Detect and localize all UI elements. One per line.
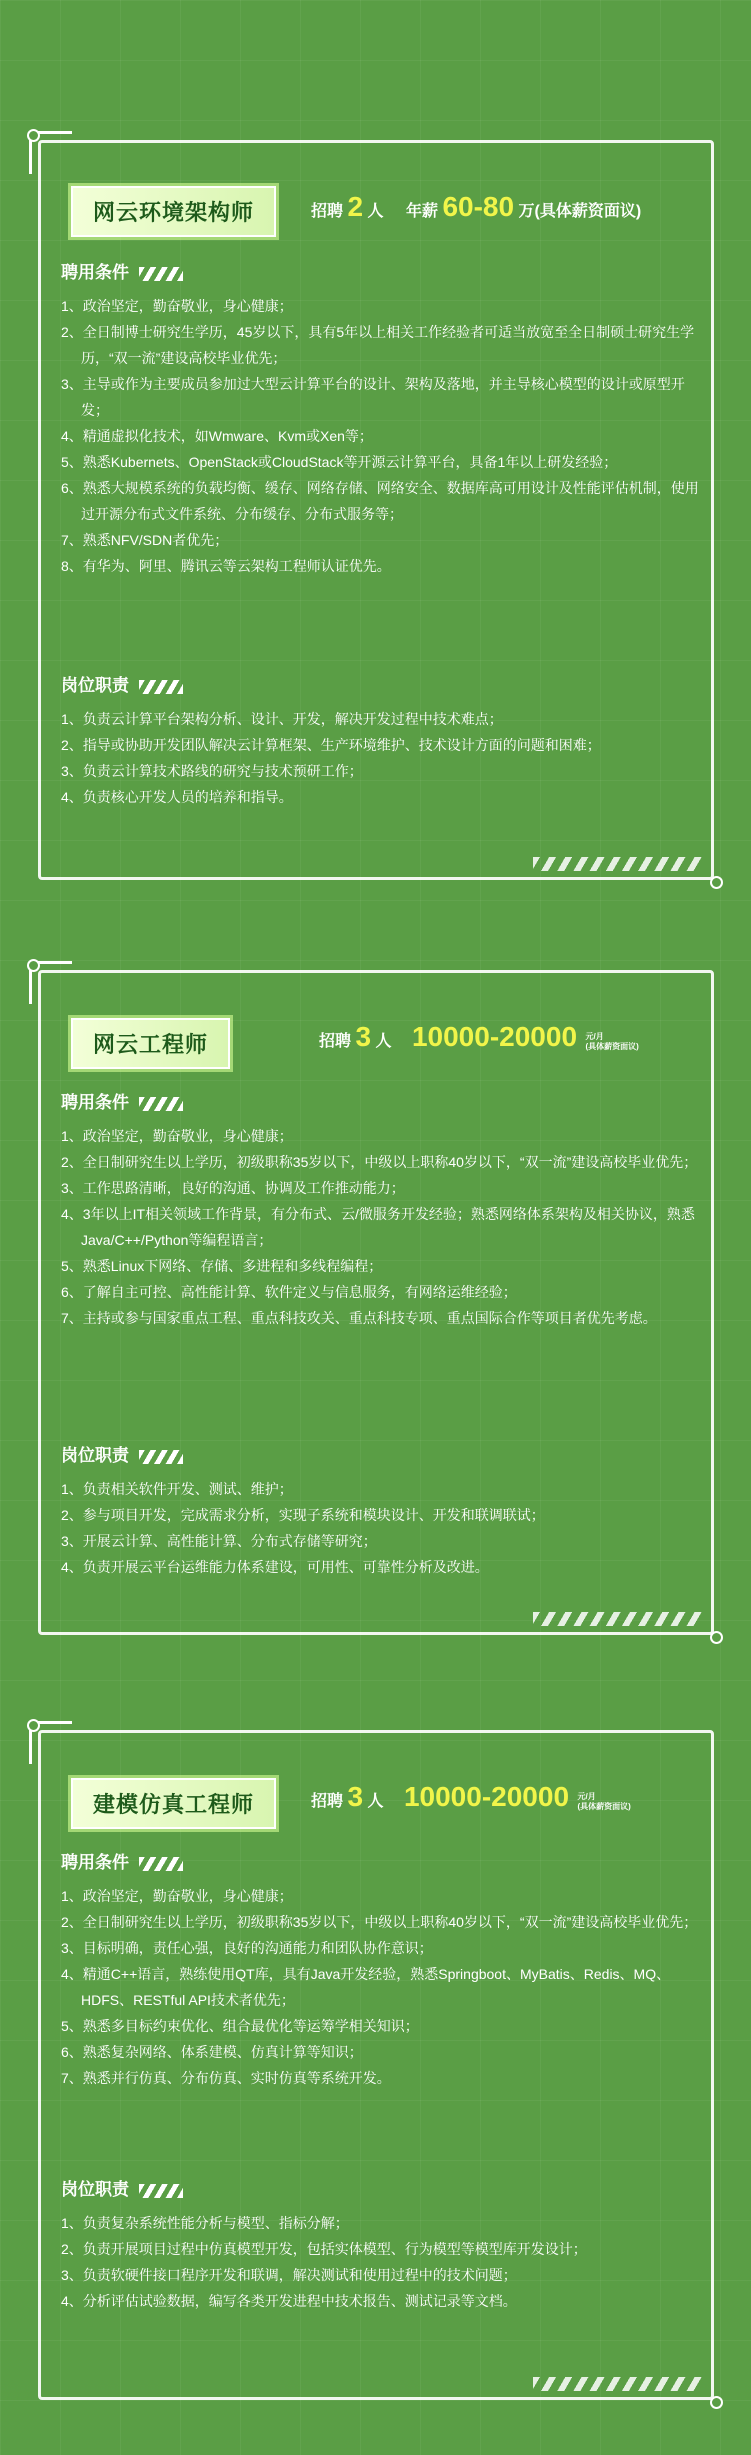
requirements-list <box>61 1883 701 2091</box>
slash-decoration <box>139 1450 183 1464</box>
slash-decoration <box>139 1097 183 1111</box>
list-item: 2、全日制博士研究生学历，45岁以下，具有5年以上相关工作经验者可适当放宽至全日制硕士研究生学历，“双一流”建设高校毕业优先； <box>61 324 695 366</box>
list-item: 3、负责软硬件接口程序开发和联调，解决测试和使用过程中的技术问题； <box>61 2267 517 2283</box>
list-item: 3、目标明确，责任心强，良好的沟通能力和团队协作意识； <box>61 1940 433 1956</box>
duties-title: 岗位职责 <box>61 2180 129 2199</box>
salary-note <box>577 1792 630 1812</box>
duties-title: 岗位职责 <box>61 676 129 695</box>
recruit-label: 招聘 <box>311 1793 344 1810</box>
duties-title: 岗位职责 <box>61 1446 129 1465</box>
list-item: 2、指导或协助开发团队解决云计算框架、生产环境维护、技术设计方面的问题和困难； <box>61 737 601 753</box>
list-item: 2、全日制研究生以上学历，初级职称35岁以下，中级以上职称40岁以下，“双一流”建设高校毕业优先； <box>61 1154 698 1170</box>
salary-value: 60-80 <box>442 191 515 222</box>
recruit-label: 招聘 <box>319 1033 352 1050</box>
corner-dot-top <box>27 129 40 142</box>
corner-dot-top <box>27 1719 40 1732</box>
recruit-count: 3 <box>355 1021 372 1052</box>
list-item: 2、参与项目开发，完成需求分析，实现子系统和模块设计、开发和联调联试； <box>61 1507 545 1523</box>
stripe-decoration <box>533 2377 703 2391</box>
slash-decoration <box>139 1857 183 1871</box>
stripe-decoration <box>533 1612 703 1626</box>
list-item: 7、熟悉NFV/SDN者优先； <box>61 532 229 548</box>
list-item: 3、负责云计算技术路线的研究与技术预研工作； <box>61 763 363 779</box>
recruit-unit: 人 <box>375 1033 392 1050</box>
requirements-list <box>61 293 701 579</box>
corner-dot-bottom <box>710 876 723 889</box>
recruit-count: 3 <box>347 1781 364 1812</box>
list-item: 5、熟悉Kubernets、OpenStack或CloudStack等开源云计算平台，具备1年以上研发经验； <box>61 454 618 470</box>
salary-note <box>585 1032 638 1052</box>
recruit-label: 招聘 <box>311 203 344 220</box>
list-item: 3、开展云计算、高性能计算、分布式存储等研究； <box>61 1533 377 1549</box>
job-title: 网云环境架构师 <box>71 186 276 237</box>
salary-unit: 万(具体薪资面议) <box>518 203 642 220</box>
list-item: 6、熟悉大规模系统的负载均衡、缓存、网络存储、网络安全、数据库高可用设计及性能评估机制，使用过开源分布式文件系统、分布缓存、分布式服务等； <box>61 480 699 522</box>
corner-dot-top <box>27 959 40 972</box>
list-item: 4、3年以上IT相关领域工作背景，有分布式、云/微服务开发经验；熟悉网络体系架构及相关协议，熟悉Java/C++/Python等编程语言； <box>61 1206 695 1248</box>
requirements-title: 聘用条件 <box>61 1853 129 1872</box>
salary-unit-top: 元/月 <box>577 1791 596 1801</box>
list-item: 4、精通虚拟化技术，如Wmware、Kvm或Xen等； <box>61 428 373 444</box>
list-item: 6、了解自主可控、高性能计算、软件定义与信息服务，有网络运维经验； <box>61 1284 517 1300</box>
recruit-info <box>311 1781 631 1813</box>
duties-list <box>61 1476 701 1580</box>
list-item: 2、全日制研究生以上学历，初级职称35岁以下，中级以上职称40岁以下，“双一流”建设高校毕业优先； <box>61 1914 698 1930</box>
recruit-unit: 人 <box>367 203 384 220</box>
corner-dot-bottom <box>710 1631 723 1644</box>
list-item: 6、熟悉复杂网络、体系建模、仿真计算等知识； <box>61 2044 363 2060</box>
requirements-heading <box>61 258 183 283</box>
requirements-title: 聘用条件 <box>61 1093 129 1112</box>
recruit-count: 2 <box>347 191 364 222</box>
list-item: 7、熟悉并行仿真、分布仿真、实时仿真等系统开发。 <box>61 2070 391 2086</box>
salary-value: 10000-20000 <box>411 1021 578 1052</box>
duties-list <box>61 706 701 810</box>
list-item: 3、主导或作为主要成员参加过大型云计算平台的设计、架构及落地，并主导核心模型的设计或原型开发； <box>61 376 685 418</box>
salary-unit-bottom: (具体薪资面议) <box>577 1801 631 1811</box>
job-card-cloud-architect <box>38 140 714 880</box>
recruit-unit: 人 <box>367 1793 384 1810</box>
duties-heading <box>61 2175 183 2200</box>
requirements-heading <box>61 1088 183 1113</box>
duties-list <box>61 2210 701 2314</box>
list-item: 1、负责复杂系统性能分析与模型、指标分解； <box>61 2215 349 2231</box>
requirements-title: 聘用条件 <box>61 263 129 282</box>
recruit-info <box>311 191 641 223</box>
job-title: 网云工程师 <box>71 1018 230 1069</box>
job-title: 建模仿真工程师 <box>71 1778 276 1829</box>
stripe-decoration <box>533 857 703 871</box>
slash-decoration <box>139 2184 183 2198</box>
list-item: 5、熟悉多目标约束优化、组合最优化等运筹学相关知识； <box>61 2018 419 2034</box>
list-item: 5、熟悉Linux下网络、存储、多进程和多线程编程； <box>61 1258 383 1274</box>
recruit-info <box>319 1021 639 1053</box>
slash-decoration <box>139 680 183 694</box>
requirements-heading <box>61 1848 183 1873</box>
list-item: 4、精通C++语言，熟练使用QT库，具有Java开发经验，熟悉Springboot、MyBatis、Redis、MQ、HDFS、RESTful API技术者优先； <box>61 1966 671 2008</box>
salary-value: 10000-20000 <box>403 1781 570 1812</box>
list-item: 8、有华为、阿里、腾讯云等云架构工程师认证优先。 <box>61 558 391 574</box>
list-item: 1、政治坚定，勤奋敬业，身心健康； <box>61 298 293 314</box>
corner-dot-bottom <box>710 2396 723 2409</box>
requirements-list <box>61 1123 701 1331</box>
list-item: 4、负责核心开发人员的培养和指导。 <box>61 789 293 805</box>
salary-unit-bottom: (具体薪资面议) <box>585 1041 639 1051</box>
duties-heading <box>61 671 183 696</box>
list-item: 2、负责开展项目过程中仿真模型开发，包括实体模型、行为模型等模型库开发设计； <box>61 2241 587 2257</box>
salary-label: 年薪 <box>405 203 438 220</box>
list-item: 7、主持或参与国家重点工程、重点科技攻关、重点科技专项、重点国际合作等项目者优先考虑。 <box>61 1310 657 1326</box>
list-item: 1、负责相关软件开发、测试、维护； <box>61 1481 293 1497</box>
list-item: 3、工作思路清晰，良好的沟通、协调及工作推动能力； <box>61 1180 405 1196</box>
job-card-cloud-engineer <box>38 970 714 1635</box>
list-item: 4、负责开展云平台运维能力体系建设，可用性、可靠性分析及改进。 <box>61 1559 489 1575</box>
salary-unit-top: 元/月 <box>585 1031 604 1041</box>
list-item: 1、政治坚定，勤奋敬业，身心健康； <box>61 1888 293 1904</box>
job-card-simulation-engineer <box>38 1730 714 2400</box>
duties-heading <box>61 1441 183 1466</box>
slash-decoration <box>139 267 183 281</box>
list-item: 4、分析评估试验数据，编写各类开发进程中技术报告、测试记录等文档。 <box>61 2293 517 2309</box>
list-item: 1、政治坚定，勤奋敬业，身心健康； <box>61 1128 293 1144</box>
list-item: 1、负责云计算平台架构分析、设计、开发，解决开发过程中技术难点； <box>61 711 503 727</box>
